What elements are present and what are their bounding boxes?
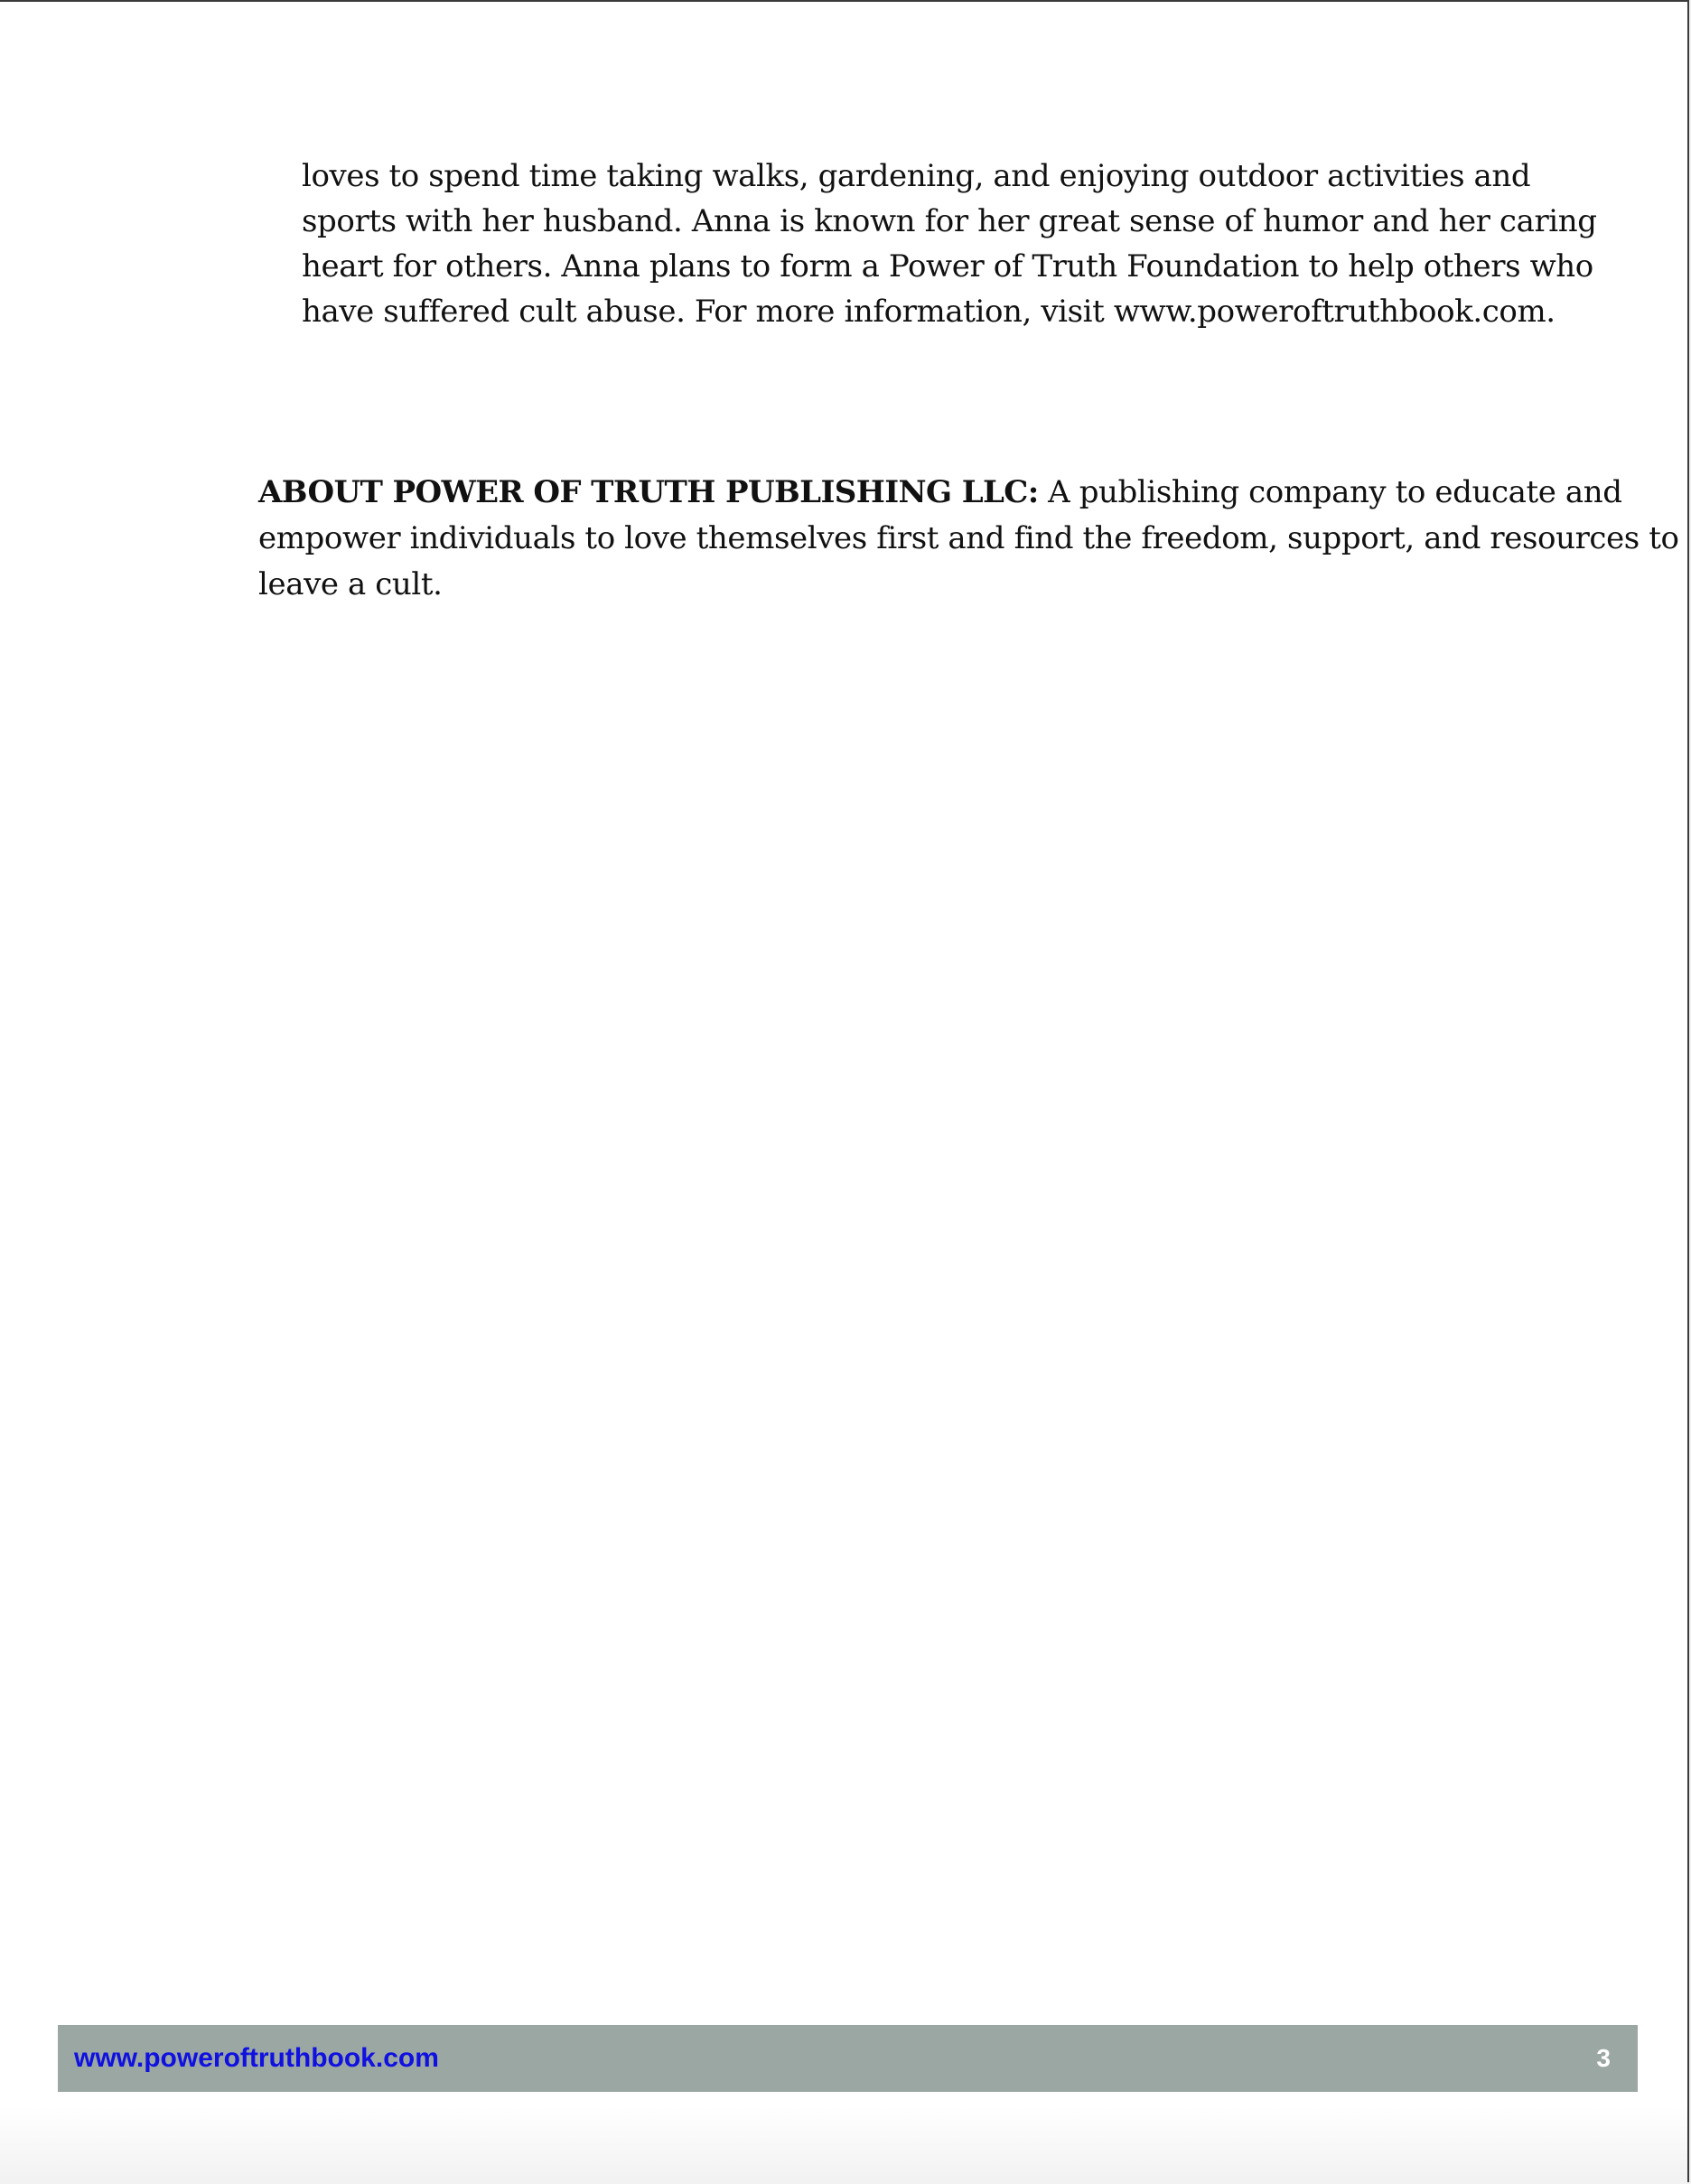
about-publisher-paragraph — [258, 470, 1679, 608]
bio-line-2: sports with her husband. Anna is known for her great sense of humor and her caring — [302, 203, 1597, 239]
bio-line-1: loves to spend time taking walks, gardening, and enjoying outdoor activities and — [302, 158, 1531, 194]
page-number: 3 — [1596, 2044, 1611, 2072]
bio-line-3: heart for others. Anna plans to form a Power of Truth Foundation to help others who — [302, 248, 1593, 285]
about-heading: ABOUT POWER OF TRUTH PUBLISHING LLC: — [258, 474, 1039, 510]
bio-line-4: have suffered cult abuse. For more information, visit www.poweroftruthbook.com. — [302, 294, 1556, 330]
footer-bar — [58, 2025, 1638, 2092]
footer-website-link[interactable]: www.poweroftruthbook.com — [74, 2043, 439, 2073]
about-line-1-text: A publishing company to educate and — [1038, 474, 1622, 510]
author-bio-paragraph — [302, 154, 1597, 334]
about-line-2: empower individuals to love themselves first and find the freedom, support, and resources to — [258, 520, 1679, 556]
about-line-3: leave a cult. — [258, 566, 443, 602]
about-line-1 — [258, 470, 1631, 516]
